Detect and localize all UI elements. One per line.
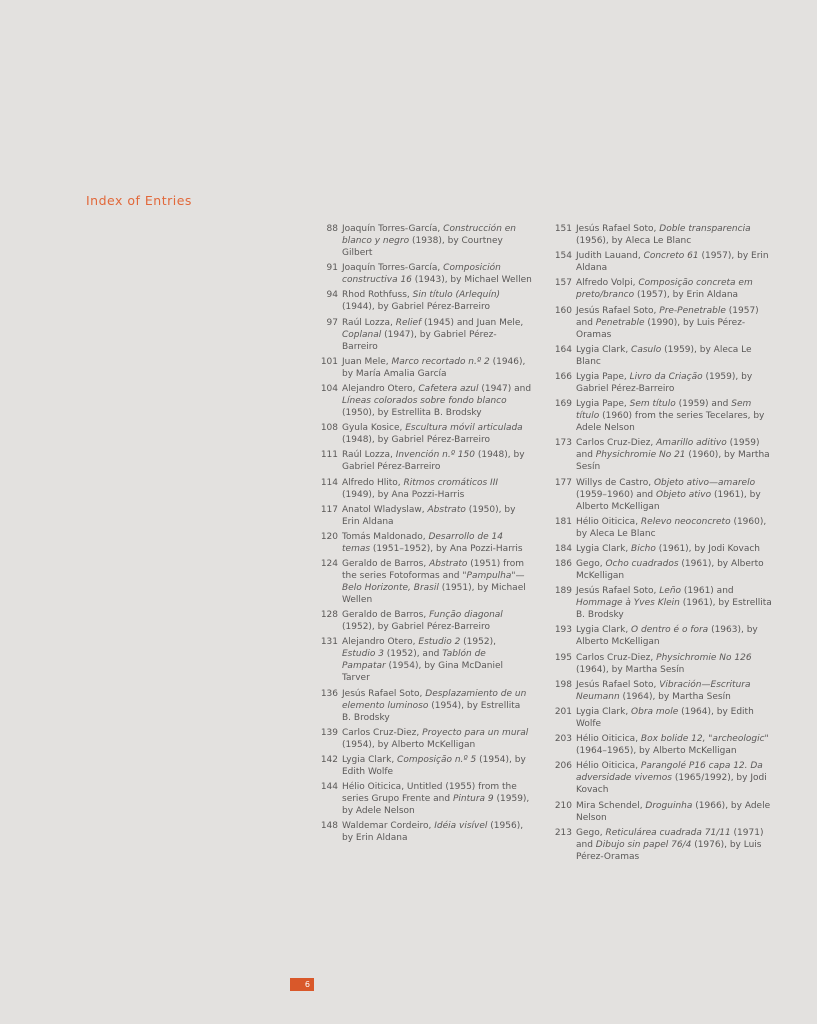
entry-text-segment: (1949), by Ana Pozzi-Harris xyxy=(342,489,465,500)
entry-text-segment: Alfredo Hlito, xyxy=(342,477,404,488)
entry-text-segment: Gego, xyxy=(576,559,606,570)
entry-text-segment: (1952), xyxy=(460,637,496,648)
index-entry xyxy=(316,422,532,446)
entry-text-segment: Mira Schendel, xyxy=(576,800,646,811)
entry-text xyxy=(342,383,532,419)
entry-work-title: Bicho xyxy=(631,543,656,554)
entry-text-segment: (1957), by Erin Aldana xyxy=(634,290,739,301)
entry-work-title: Invención n.º 150 xyxy=(395,450,475,461)
entry-page-number: 189 xyxy=(554,586,572,597)
entry-text-segment: Lygia Clark, xyxy=(576,344,632,355)
entry-work-title: Sem título xyxy=(576,399,752,422)
entry-work-title: Composição concreta em preto/branco xyxy=(576,278,753,301)
entry-work-title: Livro da Criação xyxy=(629,371,703,382)
entry-text xyxy=(342,223,532,259)
entry-page-number: 108 xyxy=(320,423,338,434)
entry-text xyxy=(576,679,772,703)
entry-work-title: Relief xyxy=(395,317,422,328)
entry-work-title: O dentro é o fora xyxy=(631,625,709,636)
entry-text-segment: Waldemar Cordeiro, xyxy=(342,821,435,832)
entry-page-number: 148 xyxy=(320,821,338,832)
entry-page-number: 157 xyxy=(554,278,572,289)
index-entry xyxy=(316,781,532,817)
entry-text-segment: Geraldo de Barros, xyxy=(342,610,430,621)
entry-work-title: Droguinha xyxy=(645,800,693,811)
entry-text-segment: (1965/1992), by Jodi Kovach xyxy=(576,773,767,796)
entry-text-segment: Lygia Clark, xyxy=(342,755,398,765)
entry-work-title: Ritmos cromáticos III xyxy=(403,477,499,488)
index-entry xyxy=(316,477,532,501)
entry-work-title: Abstrato xyxy=(427,504,466,515)
entry-text-segment: (1976), by Luis Pérez-Oramas xyxy=(576,839,762,862)
entry-work-title: Physichromie No 21 xyxy=(595,450,686,461)
entry-page-number: 97 xyxy=(326,317,338,328)
entry-work-title: Vibración—Escritura Neumann xyxy=(576,679,751,702)
entry-work-title: Desarrollo de 14 temas xyxy=(342,531,503,554)
index-entry xyxy=(316,383,532,419)
entry-work-title: Physichromie No 126 xyxy=(656,652,752,663)
index-column-right xyxy=(550,223,772,866)
entry-work-title: Box bolide 12, "archeologic" xyxy=(640,734,769,745)
entry-work-title: Reticulárea cuadrada 71/11 xyxy=(605,827,731,838)
entry-text-segment: Jesús Rafael Soto, xyxy=(576,305,660,316)
entry-text-segment: Hélio Oiticica, xyxy=(576,516,641,527)
entry-text-segment: Alejandro Otero, xyxy=(342,383,419,394)
index-entry xyxy=(316,262,532,286)
entry-page-number: 173 xyxy=(554,438,572,449)
entry-text xyxy=(576,344,772,368)
entry-text-segment: Lygia Clark, xyxy=(576,625,632,636)
entry-text xyxy=(576,652,772,676)
entry-text-segment: (1946), by María Amalia García xyxy=(342,356,526,379)
index-entry xyxy=(550,800,772,824)
index-entry xyxy=(316,504,532,528)
entry-work-title: Dibujo sin papel 76/4 xyxy=(595,839,692,850)
entry-page-number: 136 xyxy=(320,688,338,699)
entry-work-title: Função diagonal xyxy=(429,610,503,621)
entry-text-segment: (1966), by Adele Nelson xyxy=(576,800,771,823)
entry-text-segment: Raúl Lozza, xyxy=(342,450,396,461)
entry-text-segment: Lygia Clark, xyxy=(576,543,632,554)
index-entry xyxy=(316,223,532,259)
index-entry xyxy=(316,820,532,844)
index-entry xyxy=(316,688,532,724)
entry-text xyxy=(342,558,532,606)
index-entry xyxy=(316,636,532,684)
page-number-badge: 6 xyxy=(290,978,314,991)
entry-page-number: 117 xyxy=(320,504,338,515)
entry-text-segment: (1945) and Juan Mele, xyxy=(421,317,524,328)
entry-text xyxy=(342,262,532,286)
entry-text-segment: (1961), by Jodi Kovach xyxy=(655,543,760,554)
entry-work-title: Concreto 61 xyxy=(643,251,699,262)
entry-text xyxy=(576,585,772,621)
entry-work-title: Tablón de Pampatar xyxy=(342,649,486,672)
entry-page-number: 198 xyxy=(554,679,572,690)
entry-page-number: 114 xyxy=(320,477,338,488)
entry-text-segment: (1960) from the series Tecelares, by Adele Nelson xyxy=(576,411,765,434)
entry-page-number: 142 xyxy=(320,755,338,765)
entry-text xyxy=(576,760,772,796)
entry-text-segment: (1959), by Adele Nelson xyxy=(342,794,530,817)
index-entry xyxy=(316,356,532,380)
entry-work-title: Coplanal xyxy=(342,329,382,340)
entry-text xyxy=(342,636,532,684)
entry-page-number: 181 xyxy=(554,516,572,527)
entry-text-segment: (1948), by Gabriel Pérez-Barreiro xyxy=(342,435,490,446)
entry-text xyxy=(342,477,532,501)
entry-work-title: Marco recortado n.º 2 xyxy=(391,356,490,367)
entry-text-segment: (1960), by Aleca Le Blanc xyxy=(576,516,767,539)
entry-text-segment: (1971) and xyxy=(576,827,764,850)
entry-text-segment: Joaquín Torres-García, xyxy=(342,224,444,234)
entry-text-segment: Lygia Pape, xyxy=(576,371,630,382)
entry-text xyxy=(342,504,532,528)
entry-text-segment: Carlos Cruz-Diez, xyxy=(576,652,657,663)
entry-text-segment: (1959), by Aleca Le Blanc xyxy=(576,344,752,367)
entry-text-segment: (1954), by Gina McDaniel Tarver xyxy=(342,661,504,684)
entry-text-segment: (1952), by Gabriel Pérez-Barreiro xyxy=(342,622,490,633)
entry-text-segment: Anatol Wladyslaw, xyxy=(342,504,428,515)
entry-text-segment: (1947) and xyxy=(478,383,532,394)
entry-page-number: 166 xyxy=(554,371,572,382)
entry-text-segment: (1959) and xyxy=(576,438,760,461)
index-entry xyxy=(550,516,772,540)
entry-page-number: 164 xyxy=(554,344,572,355)
entry-text xyxy=(576,624,772,648)
entry-text-segment: Alejandro Otero, xyxy=(342,637,419,648)
entry-text-segment: Hélio Oiticica, xyxy=(576,761,641,772)
entry-text-segment: (1961), by Alberto McKelligan xyxy=(576,489,761,512)
entry-page-number: 169 xyxy=(554,399,572,410)
entry-work-title: Relevo neoconcreto xyxy=(640,516,731,527)
index-entry xyxy=(550,624,772,648)
entry-text-segment: (1964), by Martha Sesín xyxy=(619,691,731,702)
entry-text-segment: (1960), by Martha Sesín xyxy=(576,450,770,473)
entry-text-segment: (1957), by Erin Aldana xyxy=(576,251,769,274)
entry-text xyxy=(576,398,772,434)
entry-text xyxy=(576,733,772,757)
entry-text-segment: (1944), by Gabriel Pérez-Barreiro xyxy=(342,302,490,313)
entry-text-segment: (1961) and xyxy=(681,586,734,597)
entry-work-title: Líneas colorados sobre fondo blanco xyxy=(342,395,507,406)
entry-text-segment: Carlos Cruz-Diez, xyxy=(576,438,657,449)
index-entry xyxy=(550,827,772,863)
index-entry xyxy=(550,398,772,434)
entry-text-segment: Judith Lauand, xyxy=(576,251,644,262)
entry-work-title: Parangolé P16 capa 12. Da adversidade vivemos xyxy=(576,761,763,784)
entry-page-number: 91 xyxy=(326,263,338,274)
entry-text-segment: (1950), by Estrellita B. Brodsky xyxy=(342,407,482,418)
entry-page-number: 144 xyxy=(320,782,338,793)
entry-work-title: Composição n.º 5 xyxy=(397,755,477,765)
entry-text-segment: (1951), by Michael Wellen xyxy=(342,583,526,606)
entry-work-title: Ocho cuadrados xyxy=(605,559,679,570)
entry-page-number: 203 xyxy=(554,734,572,745)
entry-work-title: Hommage à Yves Klein xyxy=(576,598,680,609)
entry-work-title: Escultura móvil articulada xyxy=(405,423,523,434)
entry-page-number: 111 xyxy=(320,450,338,461)
entry-text-segment: (1947), by Gabriel Pérez-Barreiro xyxy=(342,329,497,352)
entry-page-number: 201 xyxy=(554,707,572,717)
entry-text xyxy=(576,437,772,473)
entry-text-segment: (1951) from the series Fotoformas and xyxy=(342,559,525,582)
entry-text-segment: Raúl Lozza, xyxy=(342,317,396,328)
entry-text-segment: (1964), by Martha Sesín xyxy=(576,664,685,675)
entry-text-segment: (1963), by Alberto McKelligan xyxy=(576,625,758,648)
entry-text-segment: Jesús Rafael Soto, xyxy=(576,586,660,597)
entry-text xyxy=(576,558,772,582)
index-entry xyxy=(550,250,772,274)
entry-text-segment: (1959), by Gabriel Pérez-Barreiro xyxy=(576,371,753,394)
entry-text xyxy=(576,277,772,301)
entry-page-number: 206 xyxy=(554,761,572,772)
entry-text-segment: Willys de Castro, xyxy=(576,477,654,488)
entry-page-number: 184 xyxy=(554,543,572,554)
entry-text-segment: Geraldo de Barros, xyxy=(342,559,430,570)
entry-page-number: 139 xyxy=(320,727,338,738)
entry-text-segment: (1954), by Alberto McKelligan xyxy=(342,739,476,750)
entry-text-segment: Rhod Rothfuss, xyxy=(342,290,413,301)
entry-work-title: Objeto ativo—amarelo xyxy=(653,477,756,488)
entry-work-title: Construcción en blanco y negro xyxy=(342,224,516,246)
entry-text-segment: (1959) and xyxy=(675,399,732,410)
index-entry xyxy=(316,317,532,353)
index-entry xyxy=(550,760,772,796)
entry-text xyxy=(342,531,532,555)
index-entry xyxy=(550,543,772,555)
entry-page-number: 128 xyxy=(320,610,338,621)
entry-text-segment: Jesús Rafael Soto, xyxy=(342,688,426,699)
entry-work-title: Penetrable xyxy=(595,317,645,328)
entry-text-segment: Alfredo Volpi, xyxy=(576,278,639,289)
index-entry xyxy=(550,585,772,621)
entry-text-segment: Lygia Pape, xyxy=(576,399,630,410)
index-entry xyxy=(316,531,532,555)
index-entry xyxy=(550,706,772,730)
entry-work-title: Pre-Penetrable xyxy=(659,305,726,316)
entry-work-title: Proyecto para un mural xyxy=(422,727,529,738)
entry-text xyxy=(576,305,772,341)
entry-page-number: 213 xyxy=(554,827,572,838)
entry-work-title: Desplazamiento de un elemento luminoso xyxy=(342,688,527,711)
entry-page-number: 124 xyxy=(320,559,338,570)
index-entry xyxy=(550,652,772,676)
entry-text-segment: (1954), by Edith Wolfe xyxy=(342,755,526,777)
entry-text xyxy=(342,609,532,633)
entry-text-segment: Gyula Kosice, xyxy=(342,423,406,434)
entry-page-number: 193 xyxy=(554,625,572,636)
entry-text xyxy=(576,250,772,274)
entry-page-number: 160 xyxy=(554,305,572,316)
entry-page-number: 151 xyxy=(554,224,572,234)
entry-page-number: 101 xyxy=(320,356,338,367)
index-entry xyxy=(550,223,772,247)
entry-work-title: Estudio 2 xyxy=(418,637,461,648)
entry-text xyxy=(342,727,532,751)
entry-text-segment: (1957) and xyxy=(576,305,759,328)
entry-text-segment: Carlos Cruz-Diez, xyxy=(342,727,423,738)
entry-text xyxy=(576,706,772,730)
index-entry xyxy=(316,558,532,606)
entry-text-segment: Jesús Rafael Soto, xyxy=(576,679,660,690)
entry-text-segment: Hélio Oiticica, xyxy=(576,734,641,745)
entry-text-segment: Tomás Maldonado, xyxy=(342,531,429,542)
entry-text-segment: Jesús Rafael Soto, xyxy=(576,224,660,234)
entry-work-title: Obra mole xyxy=(631,707,679,717)
entry-text xyxy=(576,477,772,513)
index-entry xyxy=(316,449,532,473)
index-entry xyxy=(550,558,772,582)
entry-page-number: 195 xyxy=(554,652,572,663)
entry-text-segment: (1990), by Luis Pérez-Oramas xyxy=(576,317,746,340)
entry-text-segment: (1951–1952), by Ana Pozzi-Harris xyxy=(370,543,523,554)
entry-work-title: Casulo xyxy=(631,344,662,355)
entry-text-segment: (1959–1960) and xyxy=(576,489,656,500)
entry-text-segment: Joaquín Torres-García, xyxy=(342,263,444,274)
index-entry xyxy=(550,344,772,368)
entry-text-segment: Hélio Oiticica, Untitled (1955) from the series Grupo Frente and xyxy=(342,782,517,805)
index-entry xyxy=(550,477,772,513)
entry-text xyxy=(576,800,772,824)
entry-text-segment: (1964), by Edith Wolfe xyxy=(576,707,754,729)
entry-text xyxy=(342,289,532,313)
entry-page-number: 186 xyxy=(554,559,572,570)
entry-text-segment: (1950), by Erin Aldana xyxy=(342,504,516,527)
entry-work-title: Leño xyxy=(659,586,682,597)
entry-work-title: Estudio 3 xyxy=(342,649,384,660)
entry-page-number: 104 xyxy=(320,383,338,394)
entry-text xyxy=(342,688,532,724)
entry-text xyxy=(342,422,532,446)
entry-text-segment: Gego, xyxy=(576,827,606,838)
entry-work-title: Amarillo aditivo xyxy=(656,438,727,449)
entry-text xyxy=(576,516,772,540)
entry-page-number: 154 xyxy=(554,251,572,262)
index-entry xyxy=(550,437,772,473)
entry-text-segment: Juan Mele, xyxy=(342,356,392,367)
entry-text-segment: (1943), by Michael Wellen xyxy=(411,275,532,286)
entry-text xyxy=(342,754,532,778)
index-entry xyxy=(550,679,772,703)
entry-work-title: Idéia visível xyxy=(434,821,488,832)
entry-page-number: 94 xyxy=(326,290,338,301)
index-column-left xyxy=(316,223,532,848)
entry-work-title: Abstrato xyxy=(429,559,468,570)
entry-text-segment: (1952), and xyxy=(383,649,443,660)
index-entry xyxy=(550,371,772,395)
entry-text-segment: (1964–1965), by Alberto McKelligan xyxy=(576,746,737,757)
page-title: Index of Entries xyxy=(86,193,192,208)
entry-text-segment: (1956), by Erin Aldana xyxy=(342,821,524,844)
entry-text-segment: (1938), by Courtney Gilbert xyxy=(342,236,503,258)
index-entry xyxy=(550,277,772,301)
index-entry xyxy=(316,754,532,778)
entry-page-number: 131 xyxy=(320,637,338,648)
entry-text-segment: Lygia Clark, xyxy=(576,707,632,717)
entry-text-segment: (1948), by Gabriel Pérez-Barreiro xyxy=(342,450,525,473)
index-entry xyxy=(316,289,532,313)
entry-text xyxy=(576,827,772,863)
entry-text-segment: (1956), by Aleca Le Blanc xyxy=(576,236,692,246)
entry-work-title: Doble transparencia xyxy=(659,224,751,234)
index-entry xyxy=(550,305,772,341)
entry-text xyxy=(342,356,532,380)
entry-page-number: 177 xyxy=(554,477,572,488)
entry-work-title: Composición constructiva 16 xyxy=(342,263,501,286)
index-entry xyxy=(550,733,772,757)
entry-text xyxy=(342,820,532,844)
entry-text-segment: (1961), by Alberto McKelligan xyxy=(576,559,764,582)
entry-work-title: "Pampulha"—Belo Horizonte, Brasil xyxy=(342,571,525,594)
entry-text xyxy=(576,371,772,395)
entry-work-title: Objeto ativo xyxy=(656,489,712,500)
index-entry xyxy=(316,727,532,751)
entry-work-title: Pintura 9 xyxy=(452,794,494,805)
entry-text-segment: (1961), by Estrellita B. Brodsky xyxy=(576,598,772,621)
entry-text xyxy=(342,781,532,817)
index-entry xyxy=(316,609,532,633)
entry-text-segment: (1954), by Estrellita B. Brodsky xyxy=(342,700,521,723)
entry-page-number: 210 xyxy=(554,800,572,811)
entry-page-number: 88 xyxy=(326,224,338,234)
entry-text xyxy=(576,543,772,555)
entry-work-title: Sem título xyxy=(629,399,676,410)
entry-page-number: 120 xyxy=(320,531,338,542)
entry-work-title: Sin título (Arlequín) xyxy=(412,290,501,301)
entry-text xyxy=(576,223,772,247)
entry-work-title: Cafetera azul xyxy=(418,383,479,394)
entry-text xyxy=(342,317,532,353)
entry-text xyxy=(342,449,532,473)
